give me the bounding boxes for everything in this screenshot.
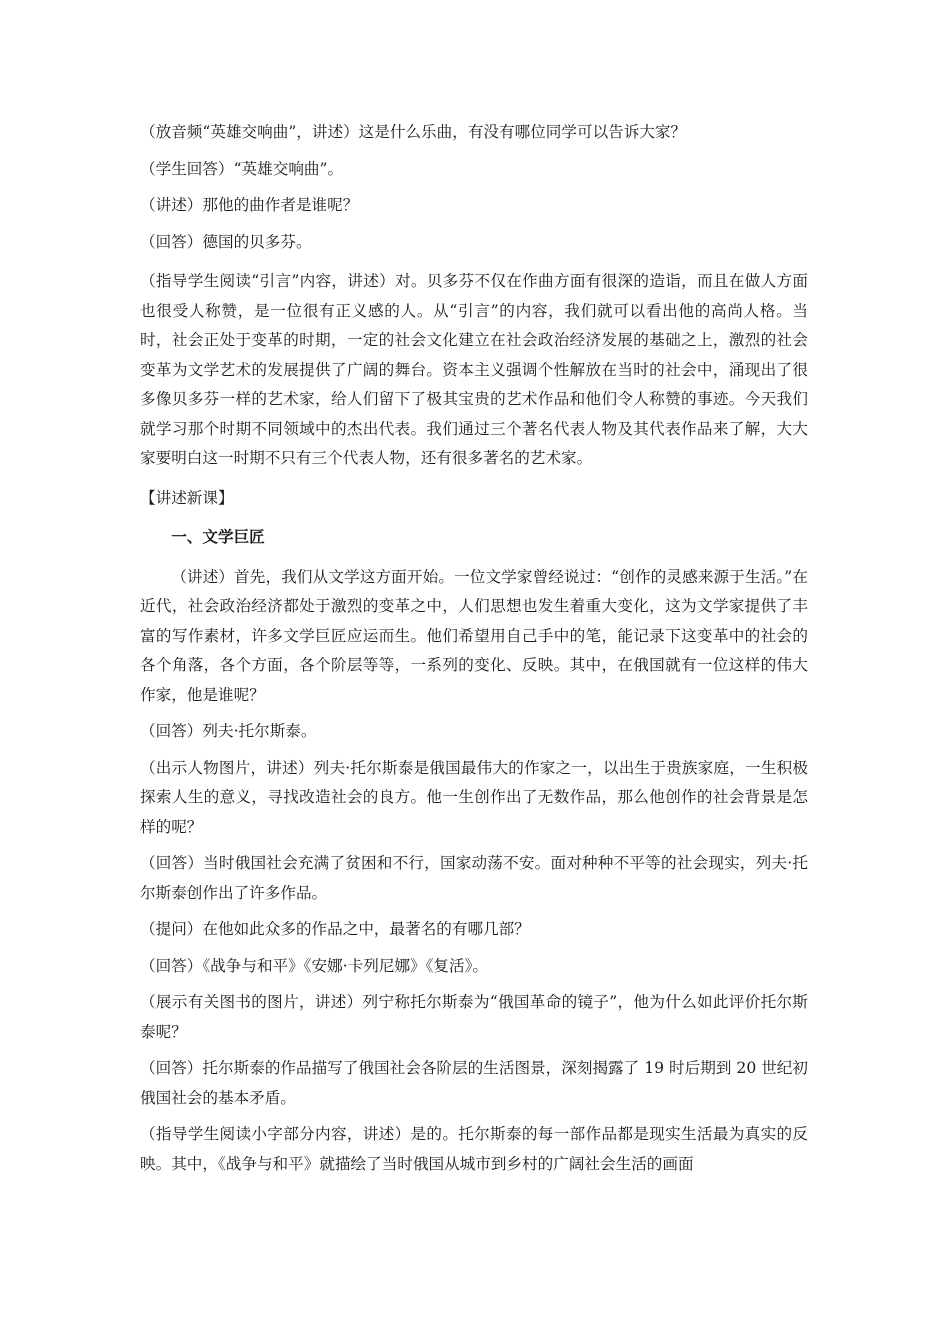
paragraph-student-answer: （学生回答）“英雄交响曲”。 bbox=[140, 159, 344, 178]
paragraph-composer-answer: （回答）德国的贝多芬。 bbox=[140, 232, 312, 251]
paragraph-composer-question: （讲述）那他的曲作者是谁呢？ bbox=[140, 196, 359, 214]
paragraph-literature-intro: （讲述）首先，我们从文学这方面开始。一位文学家曾经说过：“创作的灵感来源于生活。”在近代，社会政治经济都处于激烈的变革之中，人们思想也发生着重大变化，这为文学家提供了丰富的写作素材，许多文学巨匠应运而生。他们希望用自己手中的笔，能记录下这变革中的社会的各个角落，各个方面，各个阶层等等，一系列的变化、反映。其中，在俄国就有一位这样的伟大作家，他是谁呢？ bbox=[140, 567, 808, 704]
paragraph-lenin-mirror: （展示有关图书的图片，讲述）列宁称托尔斯泰为“俄国革命的镜子”，他为什么如此评价托尔斯泰呢？ bbox=[140, 993, 808, 1041]
paragraph-tolstoy-bio: （出示人物图片，讲述）列夫·托尔斯泰是俄国最伟大的作家之一，以出生于贵族家庭，一生积极探索人生的意义，寻找改造社会的良方。他一生创作出了无数作品，那么他创作的社会背景是怎样的呢？ bbox=[140, 758, 808, 836]
section-heading-literature: 一、文学巨匠 bbox=[171, 528, 265, 546]
paragraph-tolstoy-answer: （回答）列夫·托尔斯泰。 bbox=[140, 722, 317, 740]
paragraph-small-text-guide: （指导学生阅读小字部分内容，讲述）是的。托尔斯泰的每一部作品都是现实生活最为真实的反映。其中，《战争与和平》就描绘了当时俄国从城市到乡村的广阔社会生活的画面 bbox=[140, 1125, 808, 1173]
paragraph-works-question: （提问）在他如此众多的作品之中，最著名的有哪几部？ bbox=[140, 920, 530, 938]
paragraph-intro-question: （放音频“英雄交响曲”，讲述）这是什么乐曲，有没有哪位同学可以告诉大家？ bbox=[140, 123, 687, 141]
paragraph-guide-reading: （指导学生阅读“引言”内容，讲述）对。贝多芬不仅在作曲方面有很深的造诣，而且在做人方面也很受人称赞，是一位很有正义感的人。从“引言”的内容，我们就可以看出他的高尚人格。当时，社会正处于变革的时期，一定的社会文化建立在社会政治经济发展的基础之上，激烈的社会变革为文学艺术的发展提供了广阔的舞台。资本主义强调个性解放在当时的社会中，涌现出了很多像贝多芬一样的艺术家，给人们留下了极其宝贵的艺术作品和他们令人称赞的事迹。今天我们就学习那个时期不同领域中的杰出代表。我们通过三个著名代表人物及其代表作品来了解，大大家要明白这一时期不只有三个代表人物，还有很多著名的艺术家。 bbox=[140, 272, 808, 467]
paragraph-works-answer: （回答）《战争与和平》《安娜·卡列尼娜》《复活》。 bbox=[140, 956, 489, 975]
document-page bbox=[140, 118, 808, 1179]
paragraph-mirror-answer: （回答）托尔斯泰的作品描写了俄国社会各阶层的生活图景，深刻揭露了 19 时后期到 20 世纪初俄国社会的基本矛盾。 bbox=[140, 1059, 808, 1107]
section-label-new-lesson: 【讲述新课】 bbox=[140, 488, 234, 507]
paragraph-russia-society: （回答）当时俄国社会充满了贫困和不行，国家动荡不安。面对种种不平等的社会现实，列夫·托尔斯泰创作出了许多作品。 bbox=[140, 854, 808, 902]
